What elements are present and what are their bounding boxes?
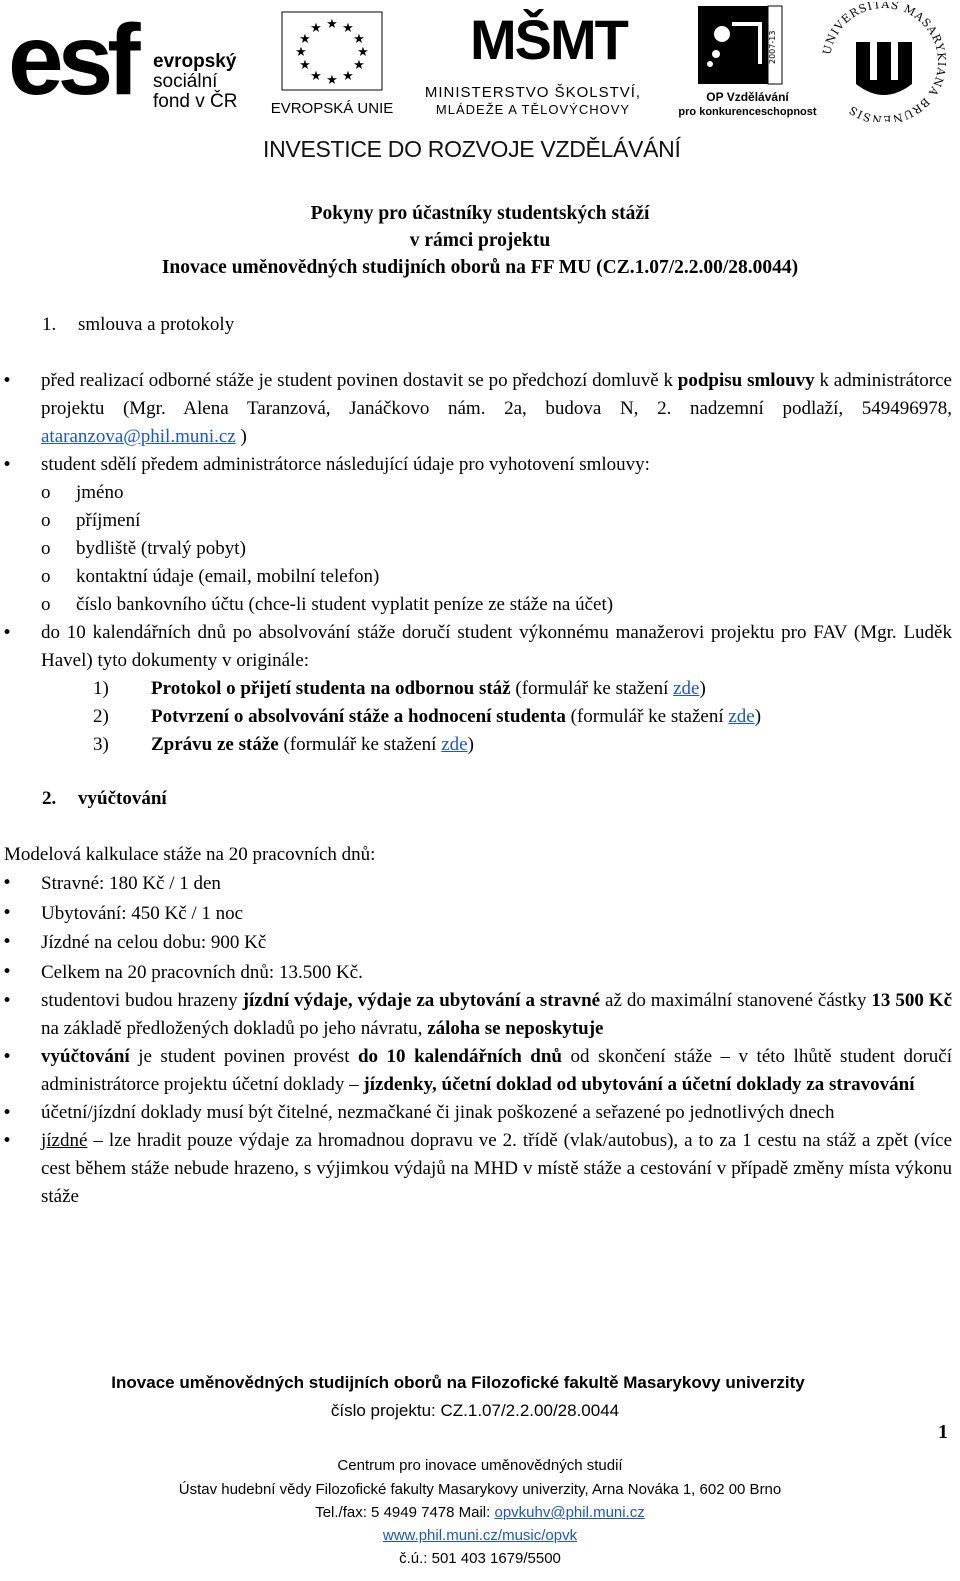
section2-list bbox=[0, 987, 952, 1211]
p1-text3: na základě předložených dokladů po jeho návratu, bbox=[41, 1018, 428, 1039]
p2-text1: je student povinen provést bbox=[129, 1046, 358, 1067]
list-item bbox=[0, 1043, 952, 1099]
footer-web bbox=[0, 1526, 960, 1546]
sub-marker: o bbox=[41, 538, 51, 559]
sub-item bbox=[0, 535, 952, 563]
title-line2: v rámci projektu bbox=[409, 230, 551, 251]
b1-text1: před realizací odborné stáže je student povinen dostavit se po předchozí domluvě k bbox=[41, 370, 678, 391]
footer-contact bbox=[0, 1503, 960, 1523]
b1-bold: podpisu smlouvy bbox=[677, 370, 815, 391]
download-link[interactable]: zde bbox=[441, 734, 468, 755]
sub-list bbox=[0, 479, 952, 619]
eu-logo bbox=[262, 8, 402, 120]
svg-text:★: ★ bbox=[342, 69, 354, 84]
svg-text:★: ★ bbox=[326, 17, 338, 32]
doc-note: (formulář ke stažení bbox=[565, 706, 729, 727]
p1-text1: studentovi budou hrazeny bbox=[41, 990, 243, 1011]
svg-text:★: ★ bbox=[342, 21, 354, 36]
svg-text:★: ★ bbox=[310, 21, 322, 36]
sub-item bbox=[0, 479, 952, 507]
sub-marker: o bbox=[41, 482, 51, 503]
msmt-logo bbox=[408, 4, 658, 122]
svg-text:★: ★ bbox=[295, 45, 307, 60]
doc-item bbox=[0, 731, 952, 759]
op-line1: OP Vzdělávání bbox=[706, 90, 789, 104]
title-line1: Pokyny pro účastníky studentských stáží bbox=[310, 203, 650, 224]
sub-marker: o bbox=[41, 566, 51, 587]
download-link[interactable]: zde bbox=[673, 678, 700, 699]
sub-item-text: příjmení bbox=[76, 510, 141, 531]
p1-bold3: záloha se neposkytuje bbox=[427, 1018, 604, 1039]
sub-item-text: jméno bbox=[76, 482, 124, 503]
list-item bbox=[0, 451, 952, 619]
svg-text:★: ★ bbox=[310, 69, 322, 84]
sub-item-text: číslo bankovního účtu (chce-li student vyplatit peníze ze stáže na účet) bbox=[76, 594, 614, 615]
cost-item: • Celkem na 20 pracovních dnů: 13.500 Kč. bbox=[0, 958, 952, 988]
footer-project-number: číslo projektu: CZ.1.07/2.2.00/28.0044 bbox=[330, 1401, 620, 1420]
svg-text:★: ★ bbox=[326, 73, 338, 88]
sub-item bbox=[0, 563, 952, 591]
p4-text: – lze hradit pouze výdaje za hromadnou dopravu ve 2. třídě (vlak/autobus), a to za 1 cestu na stáž a zpět (více cest během stáže nebude hrazeno, s výjimkou výdajů na MHD v místě stáže a cestování v případě změny místa výkonu stáže bbox=[41, 1130, 952, 1207]
doc-end: ) bbox=[467, 734, 474, 755]
cost-item: • Stravné: 180 Kč / 1 den bbox=[0, 869, 952, 899]
doc-item bbox=[0, 675, 952, 703]
page-number: 1 bbox=[938, 1421, 948, 1443]
svg-text:★: ★ bbox=[357, 45, 369, 60]
doc-item bbox=[0, 703, 952, 731]
sub-item bbox=[0, 507, 952, 535]
footer-account: č.ú.: 501 403 1679/5500 bbox=[399, 1550, 561, 1567]
doc-title: Protokol o přijetí studenta na odbornou stáž bbox=[151, 678, 511, 699]
p1-bold1: jízdní výdaje, výdaje za ubytování a stravné bbox=[242, 990, 601, 1011]
msmt-line2: MLÁDEŽE A TĚLOVÝCHOVY bbox=[435, 102, 631, 117]
doc-title: Potvrzení o absolvování stáže a hodnocení studenta bbox=[151, 706, 566, 727]
b1-text2: k administrátorce projektu (Mgr. Alena Taranzová, Janáčkovo nám. 2a, budova N, 2. nadzemní podlaží, 549496978, bbox=[41, 370, 952, 419]
p2-bold1: vyúčtování bbox=[41, 1046, 130, 1067]
footer-project-name: Inovace uměnovědných studijních oborů na Filozofické fakultě Masarykovy univerzity bbox=[111, 1373, 805, 1392]
msmt-line1: MINISTERSTVO ŠKOLSTVÍ, bbox=[424, 84, 642, 101]
section2-intro: Modelová kalkulace stáže na 20 pracovních dnů: bbox=[4, 844, 376, 865]
doc-end: ) bbox=[699, 678, 706, 699]
esf-logo bbox=[8, 4, 258, 128]
doc-title: Zprávu ze stáže bbox=[151, 734, 279, 755]
eu-caption: EVROPSKÁ UNIE bbox=[270, 100, 394, 117]
section1-title: smlouva a protokoly bbox=[78, 314, 235, 335]
p3-text: účetní/jízdní doklady musí být čitelné, nezmačkané či jinak poškozené a seřazené po jednotlivých dnech bbox=[41, 1102, 835, 1123]
svg-text:★: ★ bbox=[353, 32, 365, 47]
esf-text bbox=[153, 52, 237, 112]
svg-text:★: ★ bbox=[299, 32, 311, 47]
list-item bbox=[0, 1127, 952, 1211]
svg-text:UNIVERSITAS MASARYKIANA BRUNEN: UNIVERSITAS MASARYKIANA BRUNENSIS bbox=[820, 2, 949, 122]
email-link[interactable]: ataranzova@phil.muni.cz bbox=[41, 426, 236, 447]
title-block bbox=[0, 200, 960, 281]
svg-text:★: ★ bbox=[353, 58, 365, 73]
esf-mark: esf bbox=[8, 4, 135, 116]
doc-number: 3) bbox=[93, 734, 109, 755]
footer-centre: Centrum pro inovace uměnovědných studií bbox=[337, 1457, 623, 1474]
sub-marker: o bbox=[41, 510, 51, 531]
section2-heading bbox=[42, 785, 167, 813]
sub-marker: o bbox=[41, 594, 51, 615]
mu-seal bbox=[818, 2, 950, 122]
b3-text: • do 10 kalendářních dnů po absolvování stáže doručí student výkonnému manažerovi projektu pro FAV (Mgr. Luděk Havel) tyto dokumenty v originále: bbox=[41, 622, 952, 671]
msmt-mark: MŠMT bbox=[470, 8, 627, 71]
b1-text3: ) bbox=[235, 426, 247, 447]
section1-list bbox=[0, 367, 952, 759]
cost-list bbox=[0, 869, 952, 987]
b2-text: • student sdělí předem administrátorce následující údaje pro vyhotovení smlouvy: bbox=[41, 454, 650, 475]
title-line3: Inovace uměnovědných studijních oborů na FF MU (CZ.1.07/2.2.00/28.0044) bbox=[161, 257, 799, 278]
doc-end: ) bbox=[754, 706, 762, 727]
p1-bold2: 13 500 Kč bbox=[871, 990, 953, 1011]
op-logo bbox=[680, 4, 815, 122]
sub-item-text: kontaktní údaje (email, mobilní telefon) bbox=[76, 566, 380, 587]
svg-text:★: ★ bbox=[299, 58, 311, 73]
esf-line3: fond v ČR bbox=[153, 91, 238, 112]
footer-address: Ústav hudební vědy Filozofické fakulty Masarykovy univerzity, Arna Nováka 1, 602 00 Brno bbox=[178, 1481, 782, 1498]
mu-seal-icon bbox=[818, 2, 950, 122]
doc-note: (formulář ke stažení bbox=[510, 678, 674, 699]
section2-title: vyúčtování bbox=[78, 788, 167, 809]
section1-number: 1. bbox=[42, 314, 57, 335]
sub-item-text: bydliště (trvalý pobyt) bbox=[76, 538, 246, 559]
p2-text2: od skončení stáže – v této lhůtě student doručí administrátorce projektu účetní doklady – bbox=[41, 1046, 952, 1095]
eu-stars-icon bbox=[262, 8, 402, 96]
p2-bold2: do 10 kalendářních dnů bbox=[357, 1046, 562, 1067]
footer-mail-link[interactable]: opvkuhv@phil.muni.cz bbox=[494, 1504, 645, 1521]
doc-number: 1) bbox=[93, 678, 109, 699]
p1-text2: až do maximální stanovené částky bbox=[600, 990, 872, 1011]
op-emblem-icon bbox=[680, 4, 815, 88]
section1-heading bbox=[42, 311, 234, 339]
sub-item bbox=[0, 591, 952, 619]
op-line2: pro konkurenceschopnost bbox=[678, 106, 817, 118]
p2-bold3: jízdenky, účetní doklad od ubytování a účetní doklady za stravování bbox=[363, 1074, 915, 1095]
list-item bbox=[0, 619, 952, 759]
p4-underlined: jízdné bbox=[41, 1130, 88, 1151]
footer-tel: Tel./fax: 5 4949 7478 Mail: bbox=[315, 1504, 495, 1521]
cost-item: • Ubytování: 450 Kč / 1 noc bbox=[0, 899, 952, 929]
download-link[interactable]: zde bbox=[728, 706, 755, 727]
list-item bbox=[0, 987, 952, 1043]
esf-line1: evropský bbox=[153, 51, 237, 72]
esf-line2: sociální bbox=[153, 71, 218, 92]
doc-number: 2) bbox=[93, 706, 109, 727]
doc-note: (formulář ke stažení bbox=[278, 734, 442, 755]
cost-item: • Jízdné na celou dobu: 900 Kč bbox=[0, 928, 952, 958]
list-item bbox=[0, 1099, 952, 1127]
list-item bbox=[0, 367, 952, 451]
footer-web-link[interactable]: www.phil.muni.cz/music/opvk bbox=[382, 1527, 578, 1544]
svg-text:2007-13: 2007-13 bbox=[768, 30, 777, 64]
investice-banner: INVESTICE DO ROZVOJE VZDĚLÁVÁNÍ bbox=[263, 136, 681, 162]
section2-number: 2. bbox=[42, 788, 57, 809]
